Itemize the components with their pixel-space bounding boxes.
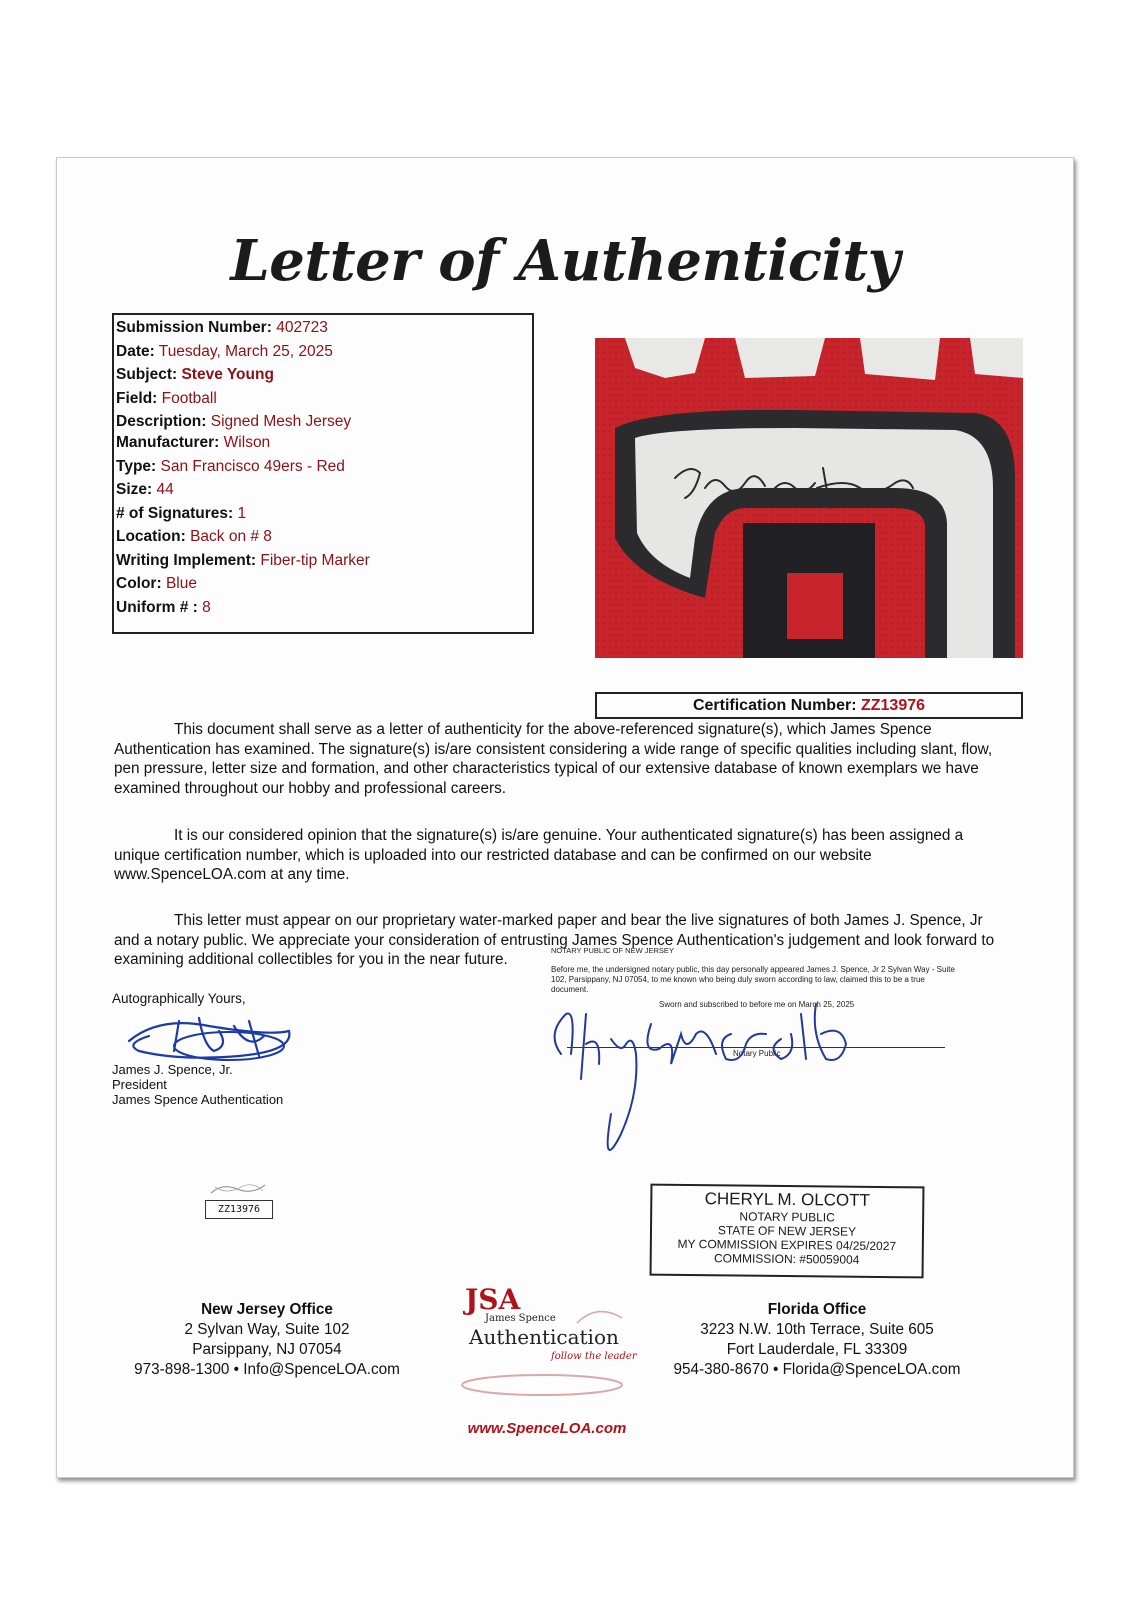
hologram-sticker: [207, 1181, 269, 1199]
info-row: Writing Implement: Fiber-tip Marker: [116, 551, 370, 569]
info-row: Date: Tuesday, March 25, 2025: [116, 342, 333, 360]
paragraph-watermark: This letter must appear on our proprietary water-marked paper and bear the live signatures of both James J. Spence, Jr and a notary public. We appreciate your consideration of entrusting James Spence Authentication's judgement and look forward to examining additional collectibles for you in the near future.: [114, 912, 995, 968]
notary-heading: NOTARY PUBLIC OF NEW JERSEY: [551, 946, 674, 955]
info-row: Submission Number: 402723: [116, 319, 328, 336]
info-row: # of Signatures: 1: [116, 504, 247, 522]
spence-signature: [119, 1006, 299, 1066]
fl-office: Florida Office 3223 N.W. 10th Terrace, Suite 605 Fort Lauderdale, FL 33309 954-380-8670 • Florida@SpenceLOA.com: [673, 1301, 961, 1378]
info-row: Description: Signed Mesh Jersey: [116, 413, 352, 430]
signer-company: James Spence Authentication: [112, 1092, 284, 1107]
submission-info-box: [112, 313, 534, 634]
notary-text-2: 102, Parsippany, NJ 07054, to me known who being duly sworn according to law, claimed this to be a true: [551, 975, 925, 984]
hologram-number: ZZ13976: [205, 1200, 273, 1219]
info-row: Color: Blue: [116, 575, 197, 592]
jsa-logo: JSA James Spence Authentication follow the leader: [447, 1283, 647, 1418]
closing-text: Autographically Yours,: [112, 991, 246, 1006]
certification-number-box: Certification Number: ZZ13976: [595, 692, 1023, 719]
paragraph-opinion: It is our considered opinion that the signature(s) is/are genuine. Your authenticated signature(s) has been assigned a unique certification number, which is uploaded into our restricted database and can be confirmed on our website www.SpenceLOA.com at any time.: [114, 827, 964, 883]
nj-office: New Jersey Office 2 Sylvan Way, Suite 102 Parsippany, NJ 07054 973-898-1300 • Info@SpenceLOA.com: [134, 1301, 400, 1378]
notary-text-1: Before me, the undersigned notary public, this day personally appeared James J. Spence, Jr 2 Sylvan Way - Suite: [551, 965, 955, 974]
info-row: Manufacturer: Wilson: [116, 434, 271, 451]
letter-title: Letter of Authenticity: [230, 228, 900, 294]
signer-role: President: [112, 1077, 167, 1092]
jsa-website[interactable]: www.SpenceLOA.com: [467, 1420, 627, 1437]
jersey-photo: [595, 338, 1023, 658]
info-row: Type: San Francisco 49ers - Red: [116, 457, 345, 475]
paragraph-examination: This document shall serve as a letter of authenticity for the above-referenced signature(s), which James Spence Authentication has examined. The signature(s) is/are consistent considering a wide range of specific qualities including slant, flow, pen pressure, letter size and formation, and other characteristics typical of our extensive database of known exemplars we have examined throughout our hobby and professional careers.: [114, 721, 993, 797]
info-row: Uniform # : 8: [116, 598, 211, 616]
notary-sig-label: Notary Public: [733, 1049, 781, 1058]
info-row: Subject: Steve Young: [116, 366, 274, 383]
signer-name: James J. Spence, Jr.: [112, 1062, 233, 1077]
letter-sheet: [56, 157, 1074, 1478]
info-row: Field: Football: [116, 389, 217, 407]
notary-stamp: CHERYL M. OLCOTT NOTARY PUBLIC STATE OF NEW JERSEY MY COMMISSION EXPIRES 04/25/2027 COMMISSION: #50059004: [650, 1184, 925, 1279]
notary-sworn: Sworn and subscribed to before me on March 25, 2025: [659, 1000, 855, 1009]
notary-signature: [541, 994, 891, 1174]
info-row: Size: 44: [116, 481, 174, 498]
info-row: Location: Back on # 8: [116, 528, 272, 545]
notary-text-3: document.: [551, 985, 589, 994]
